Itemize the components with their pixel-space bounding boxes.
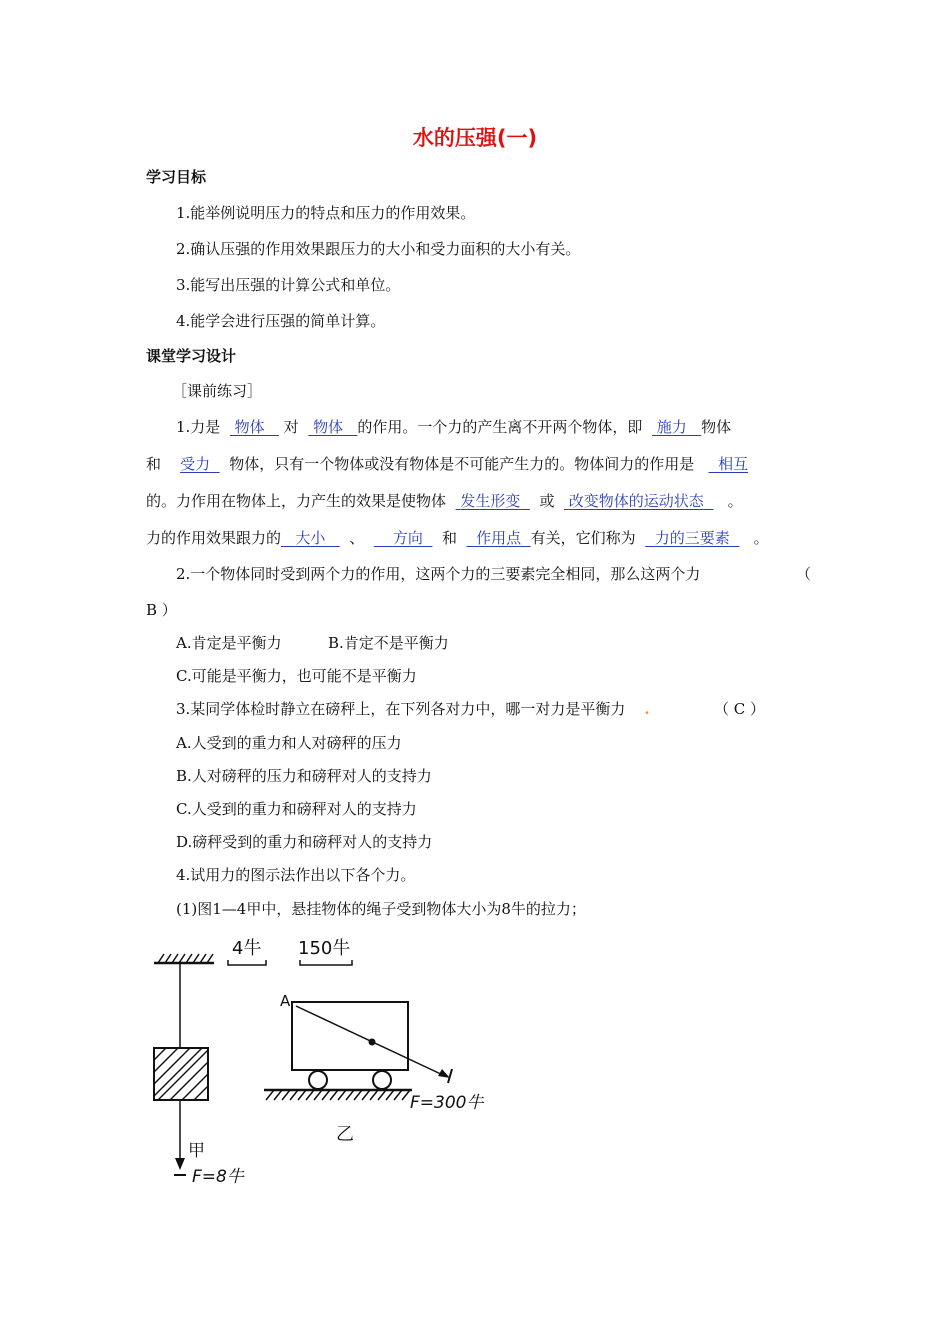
objective-3: 3.能写出压强的计算公式和单位。 [176,276,401,294]
scale-bar-150n [300,960,352,965]
cart-wheel-left [309,1071,327,1089]
objective-4: 4.能学会进行压强的简单计算。 [176,312,386,330]
page-title: 水的压强(一) [412,126,538,150]
q1-answer-text: 力的三要素 [654,529,730,547]
q1-answer [645,529,739,547]
arrow-head-yi [438,1069,450,1078]
scale-label-4n: 4牛 [232,938,262,959]
scale-bar-4n [228,960,266,965]
label-jia: 甲 [188,1141,205,1161]
q1-line-3 [146,490,743,511]
pre-practice-label: ［课前练习］ [172,382,263,400]
q3-answer: （ C ） [714,700,766,718]
q1-text: 物体，只有一个物体或没有物体是不可能产生力的。物体间力的作用是 [229,455,695,473]
q1-text: 。 [753,529,769,547]
q2-stem-text: 2.一个物体同时受到两个力的作用，这两个力的三要素完 [176,565,551,583]
q1-text: 、 [349,529,365,547]
hanging-block [154,1048,208,1100]
design-heading: 课堂学习设计 [146,347,237,365]
q1-text: 。 [727,492,743,510]
q2-option-c: C.可能是平衡力，也可能不是平衡力 [176,667,417,685]
q2-stem-text: 全相同，那么这两个力 [550,565,701,583]
q2-answer: B ） [146,601,177,619]
q1-text: 对 [283,418,299,436]
objective-2: 2.确认压强的作用效果跟压力的大小和受力面积的大小有关。 [176,240,581,258]
q3-option-a: A.人受到的重力和人对磅秤的压力 [176,734,402,752]
q1-answer-text: 物体 [313,418,344,436]
scale-label-150n: 150牛 [298,938,351,959]
q1-answer [230,418,279,436]
ground-hatch [264,1090,412,1100]
cart-wheel-right [373,1071,391,1089]
force-label-jia: F=8牛 [192,1167,244,1187]
objective-1: 1.能举例说明压力的特点和压力的作用效果。 [176,204,476,222]
q1-answer [374,529,433,547]
q3-option-c: C.人受到的重力和磅秤对人的支持力 [176,800,417,818]
point-a-label: A [280,992,291,1010]
q1-answer-text: 作用点 [476,529,522,547]
q3-option-d: D.磅秤受到的重力和磅秤对人的支持力 [176,833,433,851]
q1-text: 1.力是 [176,418,221,436]
objectives-heading: 学习目标 [146,168,207,186]
q1-answer-text: 相互 [718,455,749,473]
q1-answer-text: 受力 [180,455,211,473]
force-diagram [140,930,510,1190]
q4-sub1: (1)图1—4甲中，悬挂物体的绳子受到物体大小为8牛的拉力； [176,900,586,918]
q3-option-b: B.人对磅秤的压力和磅秤对人的支持力 [176,767,432,785]
midpoint-dot [369,1039,376,1046]
q1-answer-text: 改变物体的运动状态 [568,492,704,510]
q1-answer-text: 物体 [234,418,265,436]
q1-line-1 [176,416,731,437]
q2-option-b: B.肯定不是平衡力 [328,634,449,652]
label-yi: 乙 [336,1124,354,1145]
q1-answer [456,492,530,510]
q1-text: 的作用。一个力的产生离不开两个物体，即 [357,418,643,436]
q2-paren: （ [796,565,812,583]
q2-stem [176,563,700,584]
q1-answer-text: 大小 [295,529,326,547]
arrow-head-jia [175,1158,185,1170]
q1-answer [467,529,531,547]
arrow-tail-yi [448,1069,452,1083]
force-label-yi: F=300牛 [410,1093,484,1113]
q1-text: 物体 [701,418,732,436]
q1-text: 和 [146,455,162,473]
q3-stem [176,698,650,719]
q1-text: 和 [441,529,457,547]
q1-answer-text: 施力 [656,418,687,436]
q3-stem-text: 3.某同学体检时静立在磅秤上，在下列各对力中，哪一对力是平衡力 [176,700,626,718]
q1-answer-text: 发生形变 [460,492,521,510]
q1-answer-text: 方向 [392,529,423,547]
q4-stem: 4.试用力的图示法作出以下各个力。 [176,866,416,884]
q1-text: 的。力作用在物体上，力产生的效果是使物体 [146,492,447,510]
q1-answer [564,492,713,510]
q1-text: 或 [539,492,555,510]
q1-answer [709,455,749,473]
q2-option-a: A.肯定是平衡力 [176,634,282,652]
ceiling-hatch [154,954,214,963]
q1-line-4 [146,527,769,548]
q1-answer [652,418,701,436]
q1-answer [308,418,357,436]
q1-text: 有关，它们称为 [530,529,636,547]
q1-answer [281,529,340,547]
q1-text: 力的作用效果跟力的 [146,529,282,547]
q1-line-2 [146,453,748,474]
q1-answer [180,455,220,473]
q3-dot: . [644,700,650,718]
